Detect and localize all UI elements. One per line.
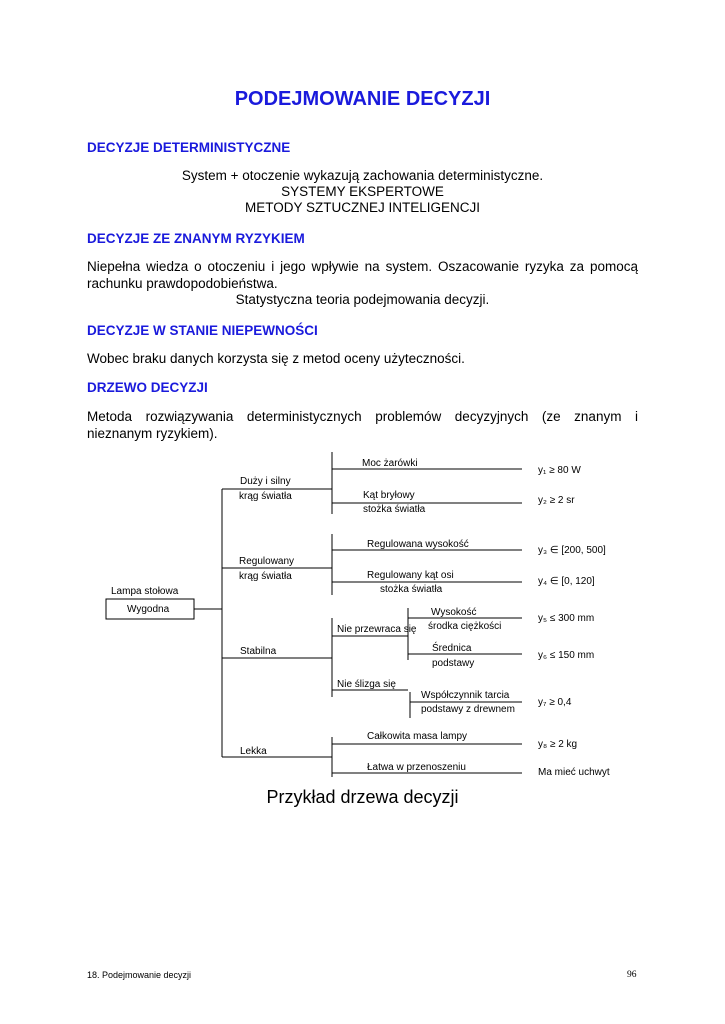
root-box-label: Wygodna (127, 604, 170, 615)
node-big-light-2: krąg światła (239, 491, 292, 502)
root-label: Lampa stołowa (111, 586, 179, 597)
deterministic-line-1: System + otoczenie wykazują zachowania deterministyczne. (181, 168, 544, 183)
result-y6: y₆ ≤ 150 mm (538, 650, 595, 661)
node-diameter-2: podstawy (432, 658, 475, 669)
node-total-mass: Całkowita masa lampy (367, 731, 468, 742)
node-friction-2: podstawy z drewnem (421, 704, 515, 715)
heading-uncertainty: DECYZJE W STANIE NIEPEWNOŚCI (87, 323, 318, 338)
node-adjustable-light-1: Regulowany (239, 556, 295, 567)
result-y1: y₁ ≥ 80 W (538, 465, 581, 476)
node-solid-angle-1: Kąt bryłowy (363, 490, 415, 501)
deterministic-line-2: SYSTEMY EKSPERTOWE (281, 184, 444, 199)
node-solid-angle-2: stożka światła (363, 504, 426, 515)
node-bulb-power: Moc żarówki (362, 458, 418, 469)
result-y8: y₈ ≥ 2 kg (538, 739, 578, 750)
known-risk-line-2: Statystyczna teoria podejmowania decyzji. (235, 292, 490, 307)
result-y3: y₃ ∈ [200, 500] (538, 545, 606, 556)
heading-known-risk: DECYZJE ZE ZNANYM RYZYKIEM (87, 231, 305, 246)
node-stable: Stabilna (240, 646, 277, 657)
node-big-light-1: Duży i silny (240, 476, 291, 487)
heading-deterministic: DECYZJE DETERMINISTYCZNE (87, 140, 291, 155)
node-no-tip-over: Nie przewraca się (337, 624, 417, 635)
page-number: 96 (627, 970, 637, 980)
node-diameter-1: Średnica (432, 643, 472, 654)
node-light: Lekka (240, 746, 267, 757)
decision-tree-text: Metoda rozwiązywania deterministycznych problemów decyzyjnych (ze znanym i nieznanym ryzykiem). (87, 409, 638, 441)
heading-decision-tree: DRZEWO DECYZJI (87, 380, 208, 395)
result-handle: Ma mieć uchwyt (538, 767, 610, 778)
deterministic-line-3: METODY SZTUCZNEJ INTELIGENCJI (244, 200, 481, 215)
result-y5: y₅ ≤ 300 mm (538, 613, 595, 624)
result-y4: y₄ ∈ [0, 120] (538, 576, 595, 587)
node-adjustable-angle-2: stożka światła (380, 584, 443, 595)
page-title: PODEJMOWANIE DECYZJI (234, 88, 491, 110)
uncertainty-text: Wobec braku danych korzysta się z metod oceny użyteczności. (87, 351, 465, 366)
result-y7: y₇ ≥ 0,4 (538, 697, 572, 708)
known-risk-text: Niepełna wiedza o otoczeniu i jego wpływie na system. Oszacowanie ryzyka za pomocą rachunku prawdopodobieństwa. (87, 259, 638, 291)
footer-chapter: 18. Podejmowanie decyzji (87, 970, 192, 980)
node-no-slip: Nie ślizga się (337, 679, 396, 690)
diagram-caption: Przykład drzewa decyzji (266, 787, 459, 807)
decision-tree-diagram (0, 440, 725, 790)
result-y2: y₂ ≥ 2 sr (538, 495, 575, 506)
node-adjustable-angle-1: Regulowany kąt osi (367, 570, 454, 581)
node-height-2: środka ciężkości (428, 621, 502, 632)
node-friction-1: Współczynnik tarcia (421, 690, 510, 701)
node-adjustable-height: Regulowana wysokość (367, 539, 469, 550)
node-adjustable-light-2: krąg światła (239, 571, 292, 582)
node-height-1: Wysokość (431, 607, 477, 618)
node-easy-carry: Łatwa w przenoszeniu (367, 762, 466, 773)
